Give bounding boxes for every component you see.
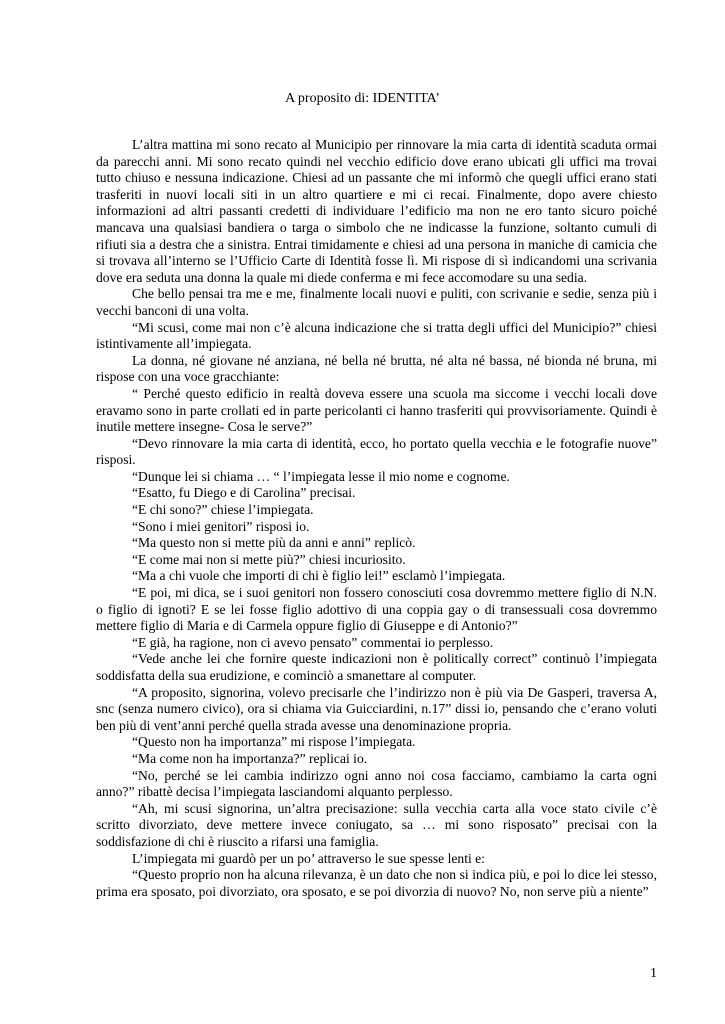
paragraph: “E poi, mi dica, se i suoi genitori non fossero conosciuti cosa dovremmo mettere figlio di N.N. o figlio di ignoti? E se lei fosse figlio adottivo di una coppia gay o di transessuali cosa dovremmo mettere figlio di Maria e di Carmela oppure figlio di Giuseppe e di Antonio?”	[96, 585, 657, 634]
paragraph: “A proposito, signorina, volevo precisarle che l’indirizzo non è più via De Gasperi, traversa A, snc (senza numero civico), ora si chiama via Guicciardini, n.17” dissi io, pensando che c’erano voluti ben più di vent’anni perché quella strada avesse una denominazione propria.	[96, 684, 657, 733]
paragraph: “Esatto, fu Diego e di Carolina” precisai.	[132, 485, 356, 501]
paragraph: “No, perché se lei cambia indirizzo ogni anno noi cosa facciamo, cambiamo la carta ogni anno?” ribattè decisa l’impiegata lasciandomi alquanto perplesso.	[96, 767, 657, 800]
paragraph: “Ma a chi vuole che importi di chi è figlio lei!” esclamò l’impiegata.	[132, 568, 506, 584]
paragraph: “Vede anche lei che fornire queste indicazioni non è politically correct” continuò l’impiegata soddisfatta della sua erudizione, e cominciò a smanettare al computer.	[96, 651, 657, 683]
paragraph: “ Perché questo edificio in realtà doveva essere una scuola ma siccome i vecchi locali dove eravamo sono in parte crollati ed in parte pericolanti ci hanno trasferiti qui provvisoriamente. Quindi è inutile mettere insegne- Cosa le serve?”	[96, 385, 657, 435]
paragraph: “Sono i miei genitori” risposi io.	[132, 518, 310, 534]
page-number: 1	[650, 966, 657, 981]
paragraph: “Ma questo non si mette più da anni e anni” replicò.	[132, 535, 416, 551]
paragraph: “Mi scusi, come mai non c’è alcuna indicazione che si tratta degli uffici del Municipio?” chiesi istintivamente all’impiegata.	[96, 319, 657, 352]
paragraph: L’altra mattina mi sono recato al Municipio per rinnovare la mia carta di identità scaduta ormai da parecchi anni. Mi sono recato quindi nel vecchio edificio dove erano ubicati gli uffici ma trovai tutto chiuso e nessuna indicazione. Chiesi ad un passante che mi informò che quegli uffici erano stati trasferiti in nuovi locali siti in un altro quartiere e mi ci recai. Finalmente, dopo avere chiesto informazioni ad altri passanti credetti di individuare l’edificio ma non ne ero tanto sicuro poiché mancava una qualsiasi bandiera o targa o simbolo che ne indicasse la funzione, soltanto cumuli di rifiuti sia a destra che a sinistra. Entrai timidamente e chiesi ad una persona in maniche di camicia che si trovava all’interno se l’Ufficio Carte di Identità fosse lì. Mi rispose di sì indicandomi una scrivania dove era seduta una donna la quale mi diede conferma e mi fece accomodare su una sedia.	[96, 137, 657, 285]
paragraph: “Ah, mi scusi signorina, un’altra precisazione: sulla vecchia carta alla voce stato civile c’è scritto divorziato, deve mettere invece coniugato, sa … mi sono risposato” precisai con la soddisfazione di chi è riuscito a rifarsi una famiglia.	[96, 800, 657, 849]
paragraph: “Questo non ha importanza” mi rispose l’impiegata.	[132, 734, 416, 750]
paragraph: L’impiegata mi guardò per un po’ attraverso le sue spesse lenti e:	[132, 850, 485, 866]
document-title: A proposito di: IDENTITA’	[285, 91, 440, 106]
paragraph: “E chi sono?” chiese l’impiegata.	[132, 502, 314, 518]
paragraph: “E già, ha ragione, non ci avevo pensato” commentai io perplesso.	[132, 634, 494, 650]
paragraph: “Dunque lei si chiama … “ l’impiegata lesse il mio nome e cognome.	[132, 468, 510, 484]
paragraph: “Ma come non ha importanza?” replicai io.	[132, 750, 368, 766]
paragraph: “Devo rinnovare la mia carta di identità, ecco, ho portato quella vecchia e le fotografie nuove” risposi.	[96, 435, 657, 468]
document-body	[96, 137, 657, 900]
paragraph: Che bello pensai tra me e me, finalmente locali nuovi e puliti, con scrivanie e sedie, senza più i vecchi banconi di una volta.	[96, 286, 657, 318]
paragraph: “E come mai non si mette più?” chiesi incuriosito.	[132, 551, 406, 567]
paragraph: “Questo proprio non ha alcuna rilevanza, è un dato che non si indica più, e poi lo dice lei stesso, prima era sposato, poi divorziato, ora sposato, e se poi divorzia di nuovo? No, non serve più a niente”	[96, 867, 657, 899]
paragraph: La donna, né giovane né anziana, né bella né brutta, né alta né bassa, né bionda né bruna, mi rispose con una voce gracchiante:	[96, 352, 657, 385]
